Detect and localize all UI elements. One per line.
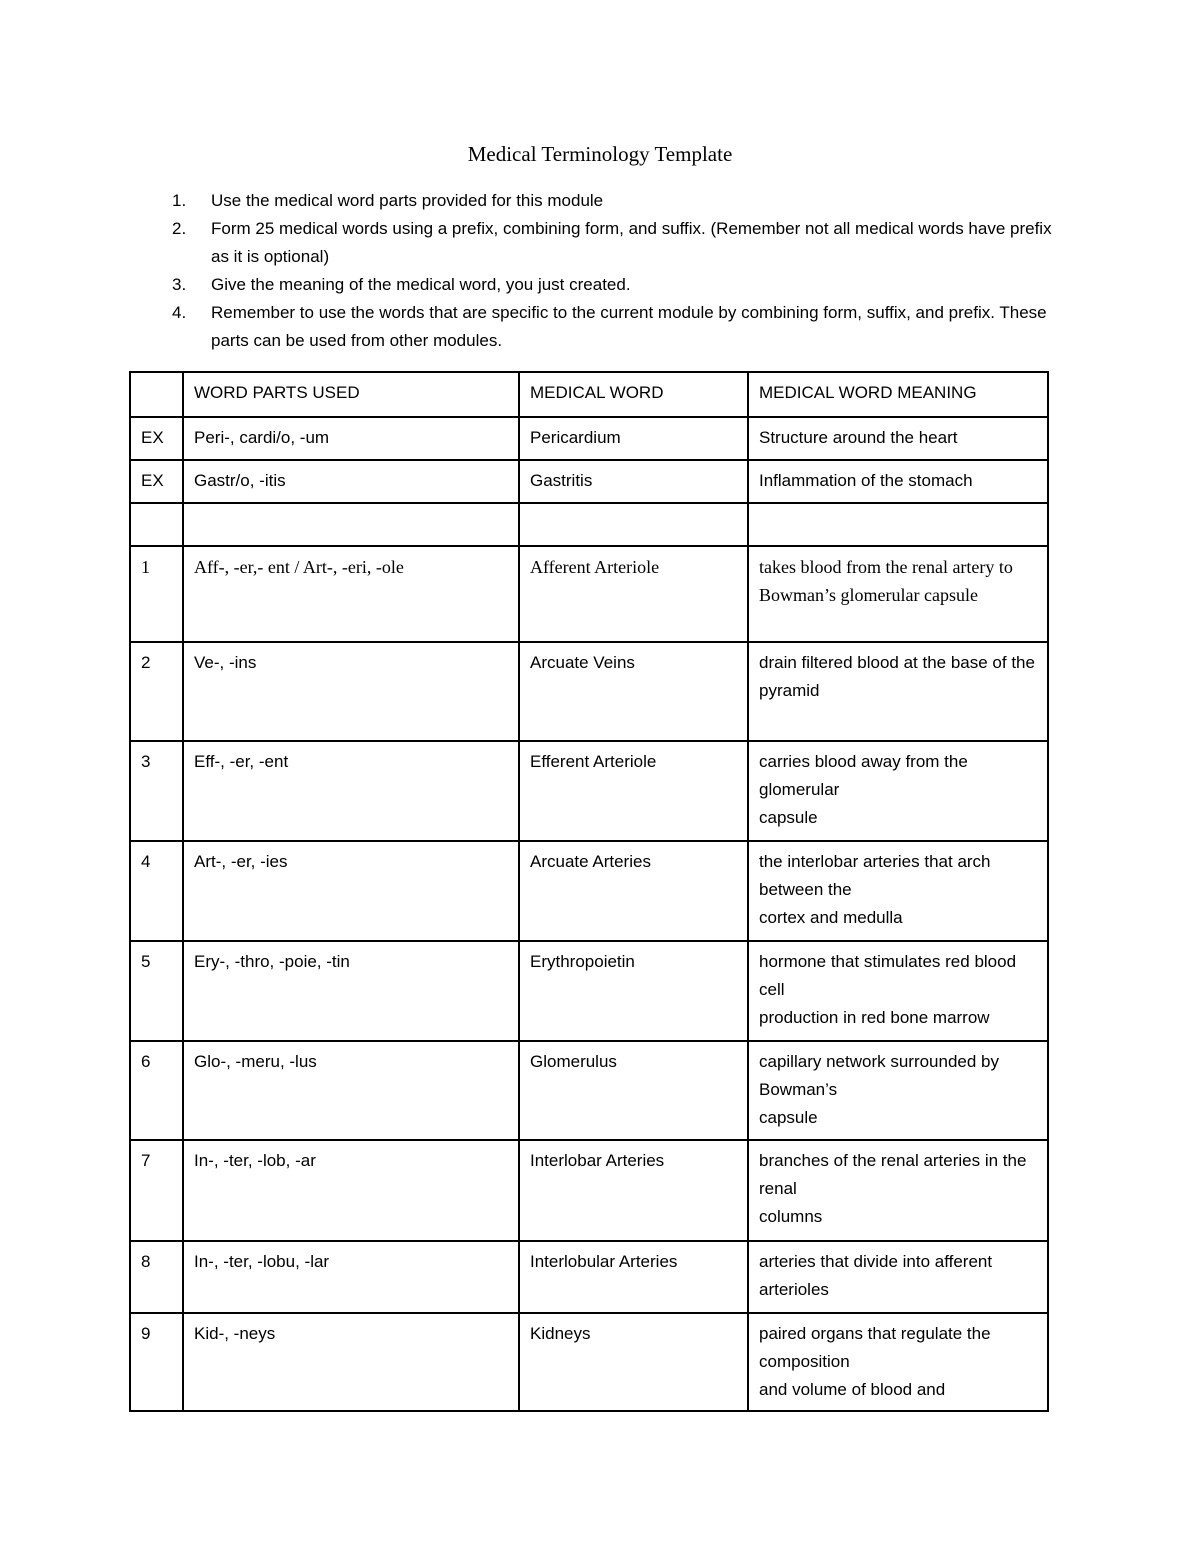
instruction-text: Remember to use the words that are specific to the current module by combining form, suffix, and prefix. These parts can be used from other modules. — [211, 303, 1047, 350]
meaning-line: Structure around the heart — [759, 428, 958, 447]
row-meaning — [748, 1313, 1048, 1411]
table-row — [130, 460, 1048, 503]
table-row — [130, 1041, 1048, 1140]
row-number: 3 — [130, 741, 183, 841]
header-cell-medical-word: MEDICAL WORD — [519, 372, 748, 417]
meaning-line: columns — [759, 1207, 823, 1226]
instruction-number: 2. — [172, 219, 187, 238]
row-word-parts: Peri-, cardi/o, -um — [183, 417, 519, 460]
instruction-item — [172, 271, 1052, 299]
instruction-item — [172, 215, 1052, 271]
row-word-parts: Kid-, -neys — [183, 1313, 519, 1411]
table-row — [130, 841, 1048, 941]
row-medical-word: Interlobular Arteries — [519, 1241, 748, 1313]
row-word-parts: In-, -ter, -lobu, -lar — [183, 1241, 519, 1313]
row-number — [130, 503, 183, 546]
row-word-parts: Eff-, -er, -ent — [183, 741, 519, 841]
meaning-line: hormone that stimulates red blood cell — [759, 952, 1017, 999]
instruction-text: Use the medical word parts provided for this module — [211, 191, 604, 210]
table-row-empty — [130, 503, 1048, 546]
row-meaning — [748, 546, 1048, 642]
table-row — [130, 546, 1048, 642]
meaning-line: branches of the renal arteries in the renal — [759, 1151, 1027, 1198]
meaning-line: capsule — [759, 1108, 818, 1127]
table-row — [130, 741, 1048, 841]
table-row — [130, 642, 1048, 741]
table-header-row — [130, 372, 1048, 417]
instruction-number: 3. — [172, 275, 187, 294]
header-cell-meaning: MEDICAL WORD MEANING — [748, 372, 1048, 417]
row-medical-word: Erythropoietin — [519, 941, 748, 1041]
table-row — [130, 941, 1048, 1041]
meaning-line: the interlobar arteries that arch between the — [759, 852, 991, 899]
row-medical-word: Afferent Arteriole — [519, 546, 748, 642]
table-row — [130, 1313, 1048, 1411]
row-number: 5 — [130, 941, 183, 1041]
row-medical-word: Glomerulus — [519, 1041, 748, 1140]
row-meaning — [748, 503, 1048, 546]
row-number: EX — [130, 417, 183, 460]
row-meaning — [748, 941, 1048, 1041]
table-row — [130, 1140, 1048, 1241]
row-word-parts: Ve-, -ins — [183, 642, 519, 741]
row-number: 2 — [130, 642, 183, 741]
row-word-parts: Glo-, -meru, -lus — [183, 1041, 519, 1140]
table-row — [130, 417, 1048, 460]
instructions-list — [172, 187, 1052, 355]
meaning-line: capsule — [759, 808, 818, 827]
row-meaning — [748, 741, 1048, 841]
row-medical-word — [519, 503, 748, 546]
meaning-line: Inflammation of the stomach — [759, 471, 973, 490]
meaning-line: paired organs that regulate the composition — [759, 1324, 991, 1371]
row-medical-word: Arcuate Veins — [519, 642, 748, 741]
row-number: 4 — [130, 841, 183, 941]
row-meaning — [748, 417, 1048, 460]
row-meaning — [748, 1041, 1048, 1140]
instruction-text: Give the meaning of the medical word, you just created. — [211, 275, 631, 294]
row-number: 1 — [130, 546, 183, 642]
row-word-parts: Aff-, -er,- ent / Art-, -eri, -ole — [183, 546, 519, 642]
meaning-line: capillary network surrounded by Bowman’s — [759, 1052, 1000, 1099]
table-row — [130, 1241, 1048, 1313]
row-word-parts: Gastr/o, -itis — [183, 460, 519, 503]
instruction-item — [172, 187, 1052, 215]
row-medical-word: Kidneys — [519, 1313, 748, 1411]
row-number: 8 — [130, 1241, 183, 1313]
row-meaning — [748, 1140, 1048, 1241]
row-medical-word: Interlobar Arteries — [519, 1140, 748, 1241]
row-number: 6 — [130, 1041, 183, 1140]
instruction-number: 1. — [172, 191, 187, 210]
row-number: 9 — [130, 1313, 183, 1411]
meaning-line: production in red bone marrow — [759, 1008, 990, 1027]
row-medical-word: Efferent Arteriole — [519, 741, 748, 841]
terms-table — [129, 371, 1049, 1412]
row-word-parts — [183, 503, 519, 546]
row-meaning — [748, 841, 1048, 941]
row-meaning — [748, 460, 1048, 503]
row-medical-word: Pericardium — [519, 417, 748, 460]
meaning-line: arteries that divide into afferent arterioles — [759, 1252, 993, 1299]
row-medical-word: Gastritis — [519, 460, 748, 503]
meaning-line: drain filtered blood at the base of the pyramid — [759, 653, 1035, 700]
row-number: EX — [130, 460, 183, 503]
header-cell-number — [130, 372, 183, 417]
meaning-line: cortex and medulla — [759, 908, 903, 927]
page-title: Medical Terminology Template — [467, 142, 733, 166]
row-meaning — [748, 1241, 1048, 1313]
meaning-line: and volume of blood and — [759, 1380, 946, 1399]
meaning-line: takes blood from the renal artery to Bowman’s glomerular capsule — [759, 557, 1013, 605]
meaning-line: carries blood away from the glomerular — [759, 752, 968, 799]
instruction-number: 4. — [172, 303, 187, 322]
instruction-item — [172, 299, 1052, 355]
row-number: 7 — [130, 1140, 183, 1241]
row-word-parts: In-, -ter, -lob, -ar — [183, 1140, 519, 1241]
row-medical-word: Arcuate Arteries — [519, 841, 748, 941]
row-word-parts: Art-, -er, -ies — [183, 841, 519, 941]
row-word-parts: Ery-, -thro, -poie, -tin — [183, 941, 519, 1041]
row-meaning — [748, 642, 1048, 741]
header-cell-word-parts: WORD PARTS USED — [183, 372, 519, 417]
instruction-text: Form 25 medical words using a prefix, combining form, and suffix. (Remember not all medical words have prefix as it is optional) — [211, 219, 1052, 266]
